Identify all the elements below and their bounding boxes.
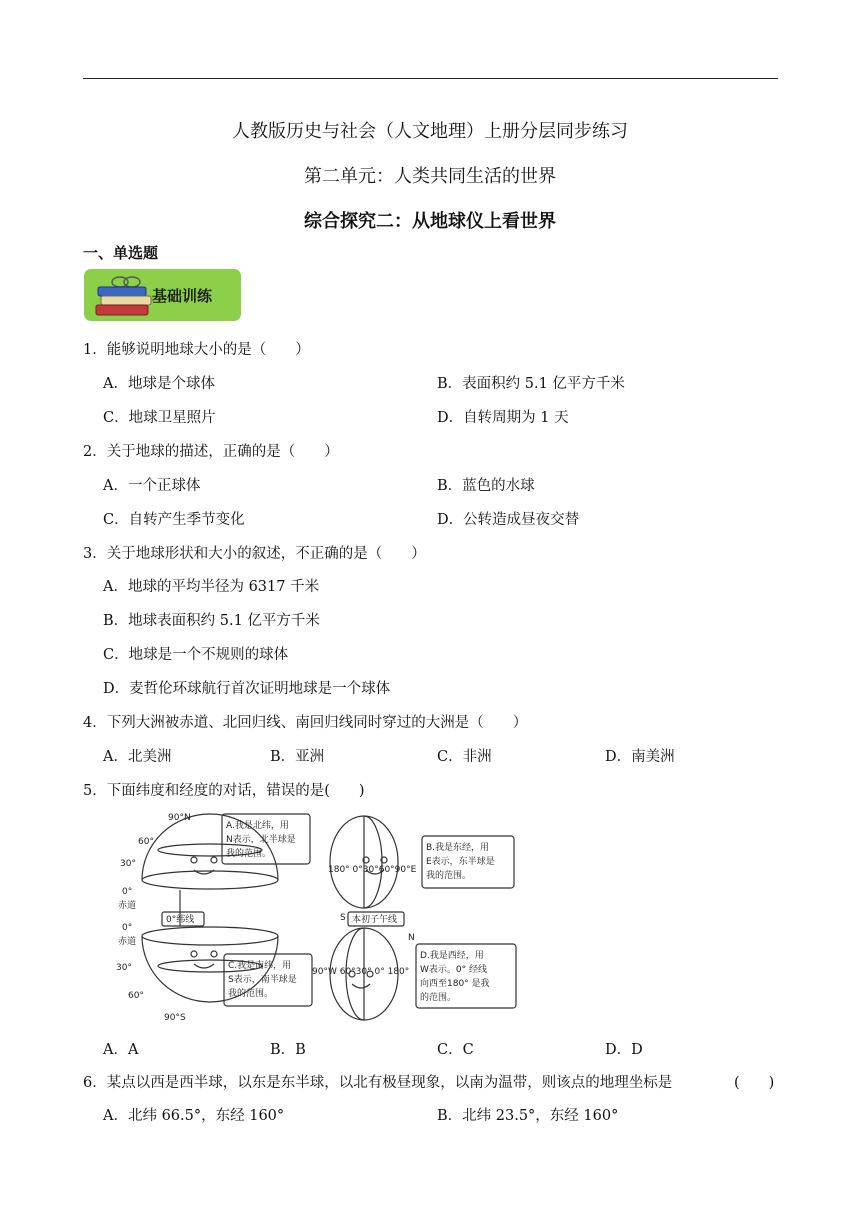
label-s30: 30° xyxy=(116,963,132,973)
bubble-a-line1: A.我是北纬，用 xyxy=(226,821,289,831)
bubble-b-line1: B.我是东经，用 xyxy=(426,843,490,853)
q1-option-a[interactable]: A．地球是个球体 xyxy=(103,376,215,392)
question-4-stem: 4．下列大洲被赤道、北回归线、南回归线同时穿过的大洲是（ ） xyxy=(83,715,528,731)
label-pole-n: N xyxy=(408,933,415,943)
globe-dialogue-diagram xyxy=(102,808,522,1024)
basic-training-badge xyxy=(84,269,241,321)
q3-option-d[interactable]: D．麦哲伦环球航行首次证明地球是一个球体 xyxy=(103,681,391,697)
question-6-bracket: ( ) xyxy=(734,1075,775,1091)
header-rule xyxy=(83,78,778,79)
books-icon xyxy=(92,273,154,319)
q4-option-c[interactable]: C．非洲 xyxy=(437,749,492,765)
q1-option-c[interactable]: C．地球卫星照片 xyxy=(103,410,216,426)
q3-option-a[interactable]: A．地球的平均半径为 6317 千米 xyxy=(103,579,320,595)
q1-option-b[interactable]: B．表面积约 5.1 亿平方千米 xyxy=(437,376,625,392)
bubble-a-line3: 我的范围。 xyxy=(226,849,272,859)
q1-option-d[interactable]: D．自转周期为 1 天 xyxy=(437,410,569,426)
bubble-a-line2: N表示，北半球是 xyxy=(226,835,296,845)
q4-option-d[interactable]: D．南美洲 xyxy=(605,749,675,765)
question-3-stem: 3．关于地球形状和大小的叙述，不正确的是（ ） xyxy=(83,546,426,562)
q6-option-a[interactable]: A．北纬 66.5°，东经 160° xyxy=(103,1108,285,1124)
label-equator-box: 0°纬线 xyxy=(166,915,195,925)
q2-option-d[interactable]: D．公转造成昼夜交替 xyxy=(437,512,580,528)
q5-option-c[interactable]: C．C xyxy=(437,1042,474,1058)
label-s0: 0° xyxy=(122,923,133,933)
q4-option-b[interactable]: B．亚洲 xyxy=(270,749,325,765)
q5-option-a[interactable]: A．A xyxy=(103,1042,139,1058)
question-1-stem: 1．能够说明地球大小的是（ ） xyxy=(83,342,310,358)
label-n30: 30° xyxy=(120,859,136,869)
bubble-b-line2: E表示，东半球是 xyxy=(426,857,495,867)
label-equator-s: 赤道 xyxy=(118,937,137,947)
bubble-b-line3: 我的范围。 xyxy=(426,871,472,881)
label-west-axis: 90°W 60°30° 0° 180° xyxy=(312,967,410,977)
latitude-longitude-figure xyxy=(102,808,522,1024)
q3-option-b[interactable]: B．地球表面积约 5.1 亿平方千米 xyxy=(103,613,320,629)
label-n0: 0° xyxy=(122,887,133,897)
q2-option-b[interactable]: B．蓝色的水球 xyxy=(437,478,535,494)
label-east-axis: 180° 0°30°60°90°E xyxy=(328,865,417,875)
label-pole-s: S xyxy=(340,913,346,923)
label-s60: 60° xyxy=(128,991,144,1001)
q5-option-b[interactable]: B．B xyxy=(270,1042,306,1058)
document-title: 人教版历史与社会（人文地理）上册分层同步练习 xyxy=(232,121,628,142)
label-90s: 90°S xyxy=(164,1013,186,1023)
unit-title: 第二单元：人类共同生活的世界 xyxy=(304,166,556,187)
q3-option-c[interactable]: C．地球是一个不规则的球体 xyxy=(103,647,289,663)
q4-option-a[interactable]: A．北美洲 xyxy=(103,749,172,765)
q5-option-d[interactable]: D．D xyxy=(605,1042,643,1058)
bubble-c-line2: S表示，南半球是 xyxy=(228,975,297,985)
question-6-stem: 6．某点以西是西半球，以东是东半球，以北有极昼现象，以南为温带，则该点的地理坐标是 xyxy=(83,1075,673,1091)
q2-option-c[interactable]: C．自转产生季节变化 xyxy=(103,512,245,528)
label-prime-meridian: 本初子午线 xyxy=(352,915,398,925)
badge-label: 基础训练 xyxy=(152,287,213,305)
bubble-d-line1: D.我是西经，用 xyxy=(420,951,484,961)
bubble-d-line4: 的范围。 xyxy=(420,993,457,1003)
bubble-c-line3: 我的范围。 xyxy=(228,989,274,999)
question-2-stem: 2．关于地球的描述，正确的是（ ） xyxy=(83,444,339,460)
bubble-c-line1: C.我是南纬，用 xyxy=(228,961,292,971)
label-equator-n: 赤道 xyxy=(118,901,137,911)
q2-option-a[interactable]: A．一个正球体 xyxy=(103,478,201,494)
question-5-stem: 5．下面纬度和经度的对话，错误的是( ) xyxy=(83,783,365,799)
label-90n: 90°N xyxy=(168,813,191,823)
bubble-d-line3: 向西至180° 是我 xyxy=(420,979,490,989)
bubble-d-line2: W表示。0° 经线 xyxy=(420,965,487,975)
section-heading: 一、单选题 xyxy=(83,244,159,262)
lesson-title: 综合探究二：从地球仪上看世界 xyxy=(304,211,556,232)
q6-option-b[interactable]: B．北纬 23.5°，东经 160° xyxy=(437,1108,619,1124)
label-n60: 60° xyxy=(138,837,154,847)
